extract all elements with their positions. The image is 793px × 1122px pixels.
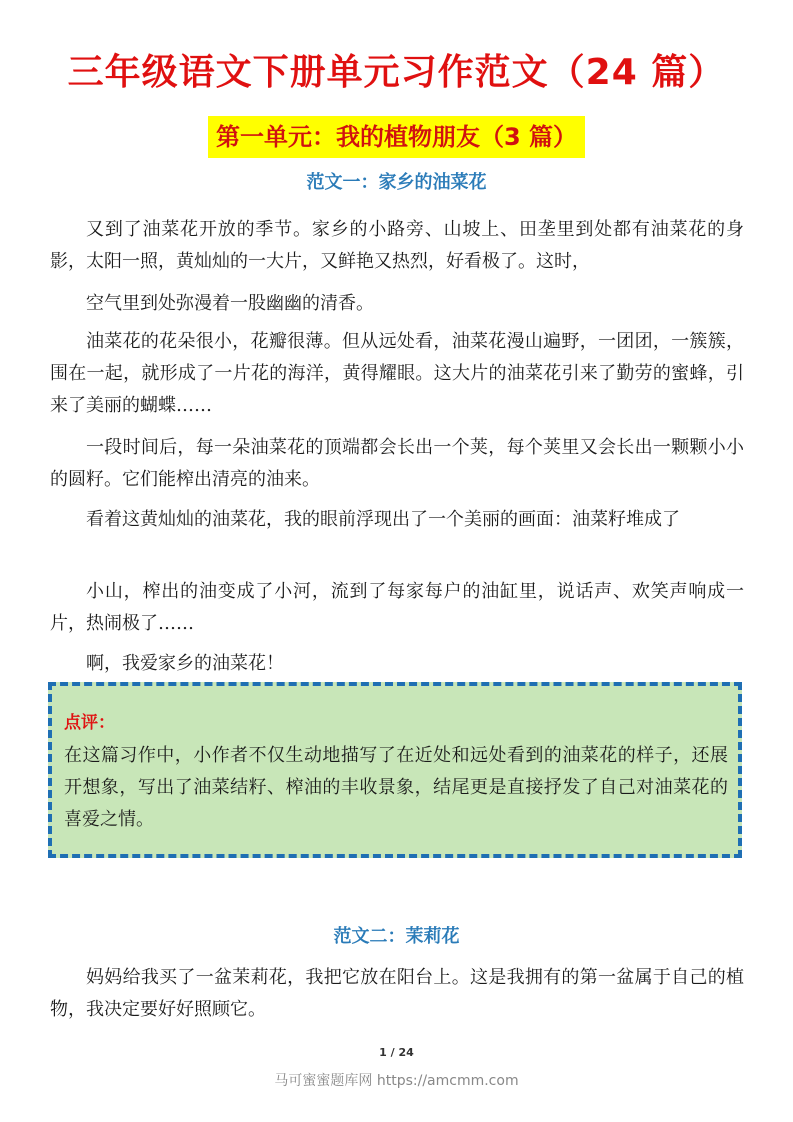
essay-1-paragraph-1: 又到了油菜花开放的季节。家乡的小路旁、山坡上、田垄里到处都有油菜花的身影，太阳一照，黄灿灿的一大片，又鲜艳又热烈，好看极了。这时，: [50, 219, 744, 272]
essay-1-title: 范文一：家乡的油菜花: [306, 172, 487, 193]
comment-text: 在这篇习作中，小作者不仅生动地描写了在近处和远处看到的油菜花的样子，还展开想象，写出了油菜结籽、榨油的丰收景象，结尾更是直接抒发了自己对油菜花的喜爱之情。: [64, 745, 728, 830]
essay-1-paragraph-5: 看着这黄灿灿的油菜花，我的眼前浮现出了一个美丽的画面：油菜籽堆成了: [86, 509, 680, 530]
essay-1-paragraph-7: 啊，我爱家乡的油菜花！: [86, 653, 284, 674]
essay-1-paragraph-6: 小山，榨出的油变成了小河，流到了每家每户的油缸里，说话声、欢笑声响成一片，热闹极了……: [50, 581, 744, 634]
comment-label: 点评：: [64, 713, 115, 733]
essay-1-paragraph-3: 油菜花的花朵很小，花瓣很薄。但从远处看，油菜花漫山遍野，一团团，一簇簇，围在一起，就形成了一片花的海洋，黄得耀眼。这大片的油菜花引来了勤劳的蜜蜂，引来了美丽的蝴蝶……: [50, 331, 744, 416]
comment-box: [48, 682, 742, 858]
essay-2-title: 范文二：茉莉花: [333, 926, 460, 947]
essay-1-paragraph-2: 空气里到处弥漫着一股幽幽的清香。: [86, 293, 374, 314]
document-title: 三年级语文下册单元习作范文（24 篇）: [67, 52, 726, 93]
essay-1-paragraph-4: 一段时间后，每一朵油菜花的顶端都会长出一个荚，每个荚里又会长出一颗颗小小的圆籽。它们能榨出清亮的油来。: [50, 437, 744, 490]
unit-heading: [0, 116, 793, 158]
footer-watermark: 马可蜜蜜题库网 https://amcmm.com: [274, 1073, 519, 1089]
essay-2-paragraph-1: 妈妈给我买了一盆茉莉花，我把它放在阳台上。这是我拥有的第一盆属于自己的植物，我决定要好好照顾它。: [50, 967, 744, 1020]
page-number: 1 / 24: [379, 1046, 414, 1059]
unit-title: 第一单元：我的植物朋友（3 篇）: [208, 116, 585, 158]
